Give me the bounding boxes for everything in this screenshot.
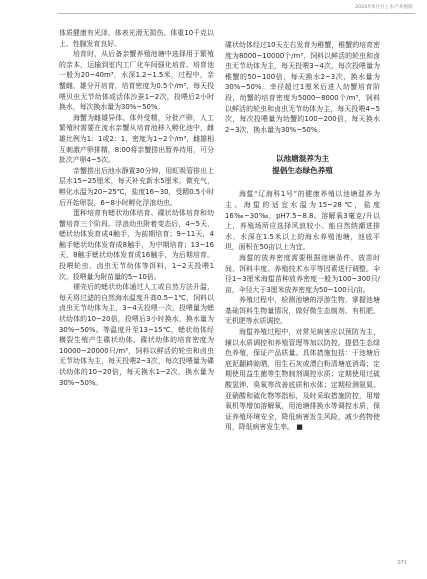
left-column-paragraph: 褪壳后的蟋状幼体通过人工或自然方法升温，每天将过滤的自然海水温度升高0.5~1℃，饲料以卤虫无节幼体为主，3~4天投喂一次，投喂量为蟋状幼体的10~20倍，投喂后3小时换水，换水量为30%~50%。等温度升至13~15℃，蟋状幼体经横裂生殖产生碟状幼体。碟状幼体的培育密度为10000~20000只/m³，饲料以鲜活的轮虫和卤虫无节幼体为主，每天投喂2~3次，每次投喂量为碟状幼体的10~20倍，每天换水1~2次，换水量为30%~50%。: [59, 283, 214, 387]
right-column-body-paragraph: 养殖过程中，检测池塘的浮游生物，掌握池塘基础饵料生物量情况，做好微生态制剂、有机肥、无机肥等水质调控。: [225, 296, 380, 326]
left-column-paragraph: 海蟹为雌雄异体、体外受精，分批产卵，人工繁殖时需要在流水亲蟹从培育池移入孵化池中，雌雄比例为1：1或2：1，密度为1~2个/m³，雌雄相互刺激产卵排精，8:00将亲蟹捞出暂养待用，可分批次产卵4~5次。: [59, 113, 214, 165]
left-column-paragraph: 体质健康有光泽、体表光滑无损伤、体重10千克以上、性腺发育良好。: [59, 29, 214, 48]
left-column-paragraph: 亲蟹捞出后池水静置30分钟，用虹吸管排出上层水15~25厘米，每天补充新水5厘米，微充气，孵化水温为20~25℃，盐度16~30，受精0.5小时后开始卵裂，6~8小时孵化浮浪幼虫。: [59, 166, 214, 207]
left-column-paragraph: 培育时，从后备亲蟹养殖池塘中选择用于繁殖的亲本，运输到室内工厂化车间强化培育。培育池一般为20~40m³，水深1.2~1.5米，过程中，亲蟹雌、雄分开培育，培育密度为0.5个/m³，每天投喂贝虫无节幼体或活体沙蚕1~2次，投喂后2小时换水，每次换水量为30%~50%。: [59, 50, 214, 112]
right-column-body: [225, 189, 380, 433]
left-column-paragraph: 蛋种培育有蟋状幼体培育、碟状幼体培育和幼蟹培育三个阶段。浮浪幼虫附着变态后，4~5天，蟋状幼体发育成4触手，为前期培育；9~11天，4触手蟋状幼体发育成8触手，为中期培育；13~16天，8触手蟋状幼体发育成16触手，为后期培育。投喂轮虫、卤虫无节幼体等饵料，1~2天投喂1次，投喂量为附苗量的5~10倍。: [59, 209, 214, 281]
right-column: [225, 40, 380, 433]
left-column: [59, 28, 214, 388]
end-mark: ■: [293, 423, 303, 432]
section-title: [225, 153, 380, 177]
page-number: 071: [397, 560, 407, 566]
right-column-body-paragraph: 海蜇“辽海科1号”的健康养殖以池塘混养为主。海蜇的适宜水温为15~28℃，盐度16‰~30‰，pH7.5~8.8。溶解氧3毫克/升以上，养殖场所应选择风浪较小、能自然纳潮进排水、水深在1.5米以上的海水养殖池塘，池底平坦，面积在50亩以上为宜。: [225, 190, 380, 252]
right-column-body-paragraph: 海蜇养殖过程中，对常见病害应以预防为主，辅以水质调控和养殖管理等加以防控，提倡生态绿色养殖，保证产品质量。具体措施包括：干池塘后底泥翻耕晾晒，用生石灰或漂白粉清塘底消毒；定期使用益生菌等生物制剂调控水质；定期使用过硫酸氢钾、臭氧等改善底质和水体；定期检测氨氮、亚硝酸和硫化物等指标，及时采取措施防控，用增氧机等增加溶解氧，用池塘排换水等调控水质，保证养殖环境安全，降低病害发生风险，减少药物使用，降低病害发生率。 ■: [225, 328, 380, 432]
header-rule: [58, 13, 415, 14]
page-header: [0, 0, 427, 16]
journal-label: 2024年9月号 | 水产养殖版: [355, 5, 413, 10]
section-title-line-1: 以池塘混养为主: [275, 154, 330, 164]
right-column-intro: [225, 40, 380, 135]
right-column-intro-paragraph: 碟状幼体经过10天左右发育为稚蟹，稚蟹的培育密度为8000~10000个/m³，饲料以鲜活的轮虫和卤虫无节幼体为主，每天投喂3~4次，每次投喂量为稚蟹的50~100倍，每天换水2~3次，换水量为30%~50%。幸径超过1厘米后进入幼蟹培育阶段，幼蟹的培育密度为5000~8000个/m³，饲料以鲜活的轮虫和卤虫无节幼体为主，每天投喂4~5次，每次投喂量为幼蟹的100~200倍，每天换水2~3次，换水量为30%~50%。: [225, 41, 380, 134]
section-title-line-2: 提倡生态绿色养殖: [272, 166, 333, 176]
right-column-body-paragraph: 海蜇的放养密度需要根据池塘条件、放苗时间、饵料丰度、养殖技术水平等因素进行调整。伞径1~3厘米海蜇苗种放养密度一般为100~300只/亩，伞径大于3厘米放养密度为50~100只/亩。: [225, 253, 380, 294]
